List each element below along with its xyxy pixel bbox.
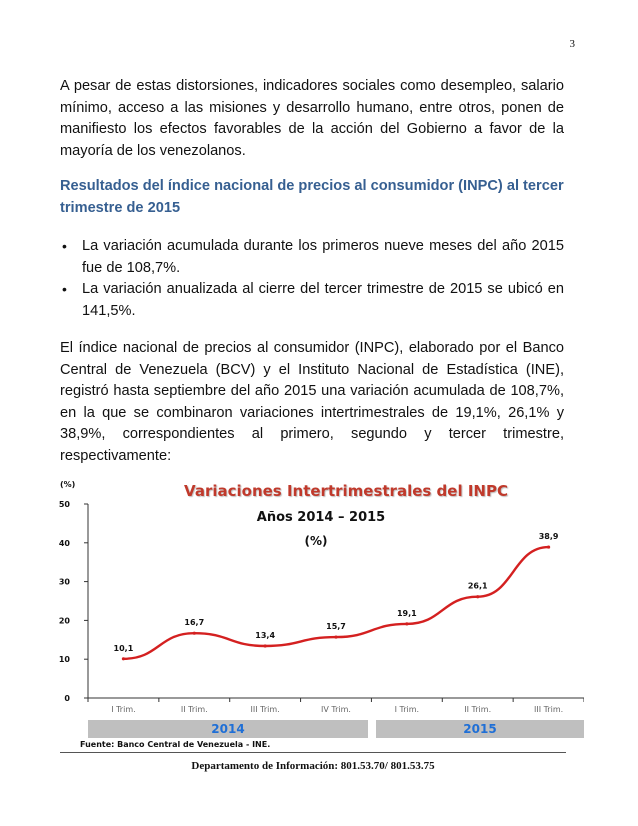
data-point xyxy=(193,632,196,635)
data-point xyxy=(405,622,408,625)
y-tick-label: 30 xyxy=(58,577,70,587)
data-label: 16,7 xyxy=(184,618,205,628)
data-point xyxy=(122,657,125,660)
section-heading: Resultados del índice nacional de precios al consumidor (INPC) al tercer trimestre de 2015 xyxy=(60,178,564,216)
data-label: 38,9 xyxy=(538,532,559,542)
y-tick-label: 10 xyxy=(58,655,70,665)
inpc-chart xyxy=(56,476,584,758)
page-number: 3 xyxy=(569,38,575,50)
x-tick-label: I Trim. xyxy=(111,705,136,714)
y-tick-label: 50 xyxy=(58,500,70,509)
x-tick-label: II Trim. xyxy=(180,705,208,714)
data-label: 26,1 xyxy=(467,581,488,591)
data-point xyxy=(547,545,550,548)
bullet-item xyxy=(60,236,564,279)
x-tick-label: II Trim. xyxy=(464,705,492,714)
inpc-series-line xyxy=(123,547,548,659)
x-tick-label: IV Trim. xyxy=(321,705,351,714)
data-label: 19,1 xyxy=(396,608,417,618)
data-point xyxy=(334,635,337,638)
bullet-text: La variación anualizada al cierre del tercer trimestre de 2015 se ubicó en 141,5%. xyxy=(82,281,564,319)
data-label: 15,7 xyxy=(326,622,346,632)
x-tick-label: III Trim. xyxy=(250,705,280,714)
x-tick-label: I Trim. xyxy=(394,705,420,714)
y-tick-label: 0 xyxy=(64,694,70,703)
chart-subtitle: Años 2014 – 2015 xyxy=(256,510,386,525)
bullet-text: La variación acumulada durante los primeros nueve meses del año 2015 fue de 108,7%. xyxy=(82,238,564,276)
chart-title: Variaciones Intertrimestrales del INPC xyxy=(184,482,508,500)
chart-source: Fuente: Banco Central de Venezuela - INE. xyxy=(80,740,271,749)
footer-text: Departamento de Información: 801.53.70/ 801.53.75 xyxy=(191,760,435,772)
bullet-icon: • xyxy=(62,281,67,298)
bullet-item xyxy=(60,279,564,322)
data-label: 13,4 xyxy=(255,631,276,641)
bullet-icon: • xyxy=(62,238,67,254)
data-label: 10,1 xyxy=(113,643,134,653)
y-tick-label: 20 xyxy=(58,616,70,626)
y-tick-label: 40 xyxy=(58,538,70,548)
data-point xyxy=(264,644,267,647)
chart-subtitle-unit: (%) xyxy=(304,534,328,548)
year-2015-band: 2015 xyxy=(376,720,584,738)
bullet-list xyxy=(60,236,564,322)
y-axis-unit-label: (%) xyxy=(60,480,76,489)
x-tick-label: III Trim. xyxy=(533,705,564,714)
footer-divider xyxy=(60,752,566,753)
intro-paragraph: A pesar de estas distorsiones, indicadores sociales como desempleo, salario mínimo, acceso a las misiones y desarrollo humano, entre otros, ponen de manifiesto los efectos favorables de la acción del Gobierno a favor de la mayoría de los venezolanos. xyxy=(60,78,564,159)
year-2014-band: 2014 xyxy=(88,720,368,738)
data-point xyxy=(476,595,479,598)
inpc-paragraph: El índice nacional de precios al consumidor (INPC), elaborado por el Banco Central de Venezuela (BCV) y el Instituto Nacional de Estadística (INE), registró hasta septiembre del año 2015 una variación acumulada de 108,7%, en la que se combinaron variaciones intertrimestrales de 19,1%, 26,1% y 38,9%, correspondientes al primero, segundo y tercer trimestre, respectivamente: xyxy=(60,340,564,464)
